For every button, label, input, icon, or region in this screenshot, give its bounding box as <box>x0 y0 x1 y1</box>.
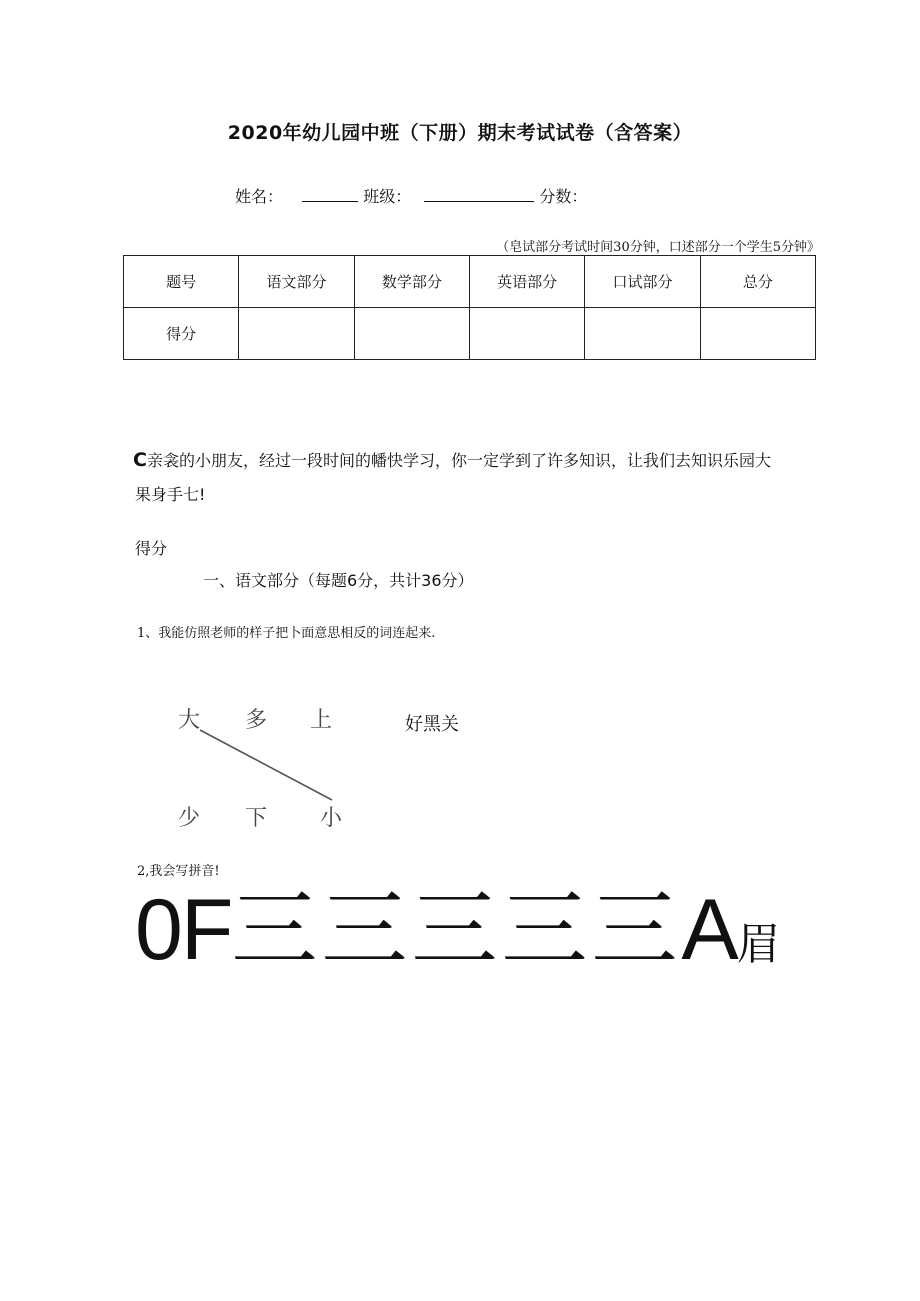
intro-lead: C <box>133 449 147 471</box>
big-text-start: 0F <box>135 882 232 978</box>
bottom-word: 下 <box>245 806 268 831</box>
header-cell: 语文部分 <box>239 256 354 308</box>
top-word: 大 <box>178 708 201 733</box>
page-title: 2020年幼儿园中班（下册）期末考试试卷（含答案） <box>227 122 693 144</box>
exam-note: （皂试部分考试时间30分钟，口述部分一个学生5分钟》 <box>496 240 820 255</box>
big-text-end: 眉 <box>736 920 781 969</box>
bottom-word: 少 <box>178 806 201 831</box>
name-label: 姓名： <box>235 187 284 206</box>
section-score-label: 得分 <box>135 539 168 558</box>
pinyin-writing-row <box>135 882 781 990</box>
score-label: 分数： <box>539 187 588 206</box>
header-cell: 题号 <box>124 256 239 308</box>
intro-line-2: 果身手七! <box>135 485 206 504</box>
score-row-label: 得分 <box>124 308 239 360</box>
header-cell: 英语部分 <box>469 256 584 308</box>
class-label: 班级： <box>363 187 412 206</box>
header-cell: 数学部分 <box>354 256 469 308</box>
question-1-text: 1、我能仿照老师的样子把卜面意思相反的词连起来. <box>137 626 436 641</box>
header-cell: 口试部分 <box>585 256 700 308</box>
section-1-title: 一、语文部分（每题6分，共计36分） <box>203 571 474 590</box>
answer-words: 好黑关 <box>405 714 459 735</box>
top-word: 多 <box>245 708 268 733</box>
intro-text-1: 亲衾的小朋友，经过一段时间的幡快学习，你一定学到了许多知识，让我们去知识乐园大 <box>146 451 771 470</box>
question-2-text: 2,我会写拼音! <box>137 864 220 879</box>
big-text-a: A <box>681 882 737 978</box>
bottom-word: 小 <box>320 806 343 831</box>
header-cell: 总分 <box>700 256 815 308</box>
writing-lines: 三三三三三 <box>231 882 682 978</box>
top-word: 上 <box>310 708 333 733</box>
